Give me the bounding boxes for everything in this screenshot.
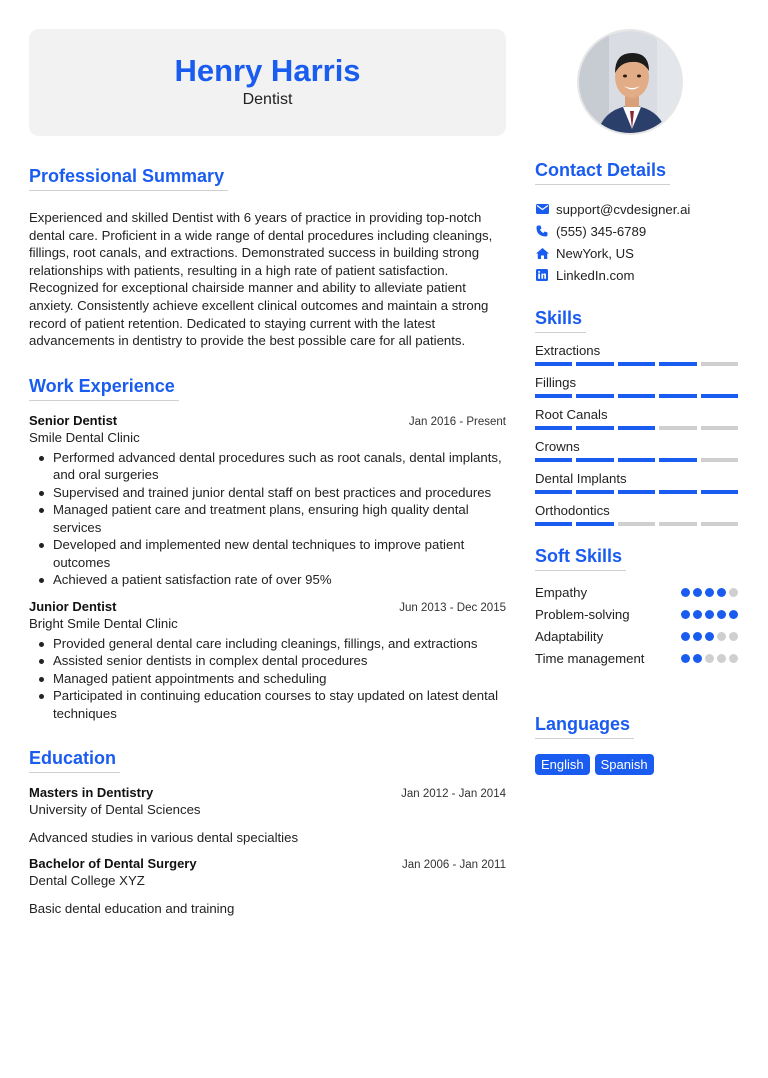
job-company: Smile Dental Clinic	[29, 429, 140, 445]
skill-item	[535, 407, 738, 430]
contact-email-text: support@cvdesigner.ai	[556, 201, 691, 217]
skill-name: Fillings	[535, 375, 577, 390]
soft-skill-name: Empathy	[535, 584, 588, 600]
linkedin-icon	[535, 268, 549, 282]
skill-name: Root Canals	[535, 407, 608, 422]
profile-photo	[577, 29, 683, 135]
education-degree: Masters in Dentistry	[29, 785, 154, 801]
skill-segment-filled	[618, 362, 655, 366]
rating-dot-filled	[681, 610, 690, 619]
sidebar-column	[535, 29, 738, 775]
skill-segment-filled	[659, 458, 696, 462]
job-date: Jan 2016 - Present	[408, 415, 506, 428]
phone-icon	[535, 224, 549, 238]
rating-dot-filled	[705, 610, 714, 619]
skill-segment-empty	[618, 522, 655, 526]
rating-dot-empty	[717, 632, 726, 641]
candidate-name: Henry Harris	[174, 53, 361, 88]
skill-segment-filled	[535, 426, 572, 430]
soft-skill-rating	[681, 654, 738, 663]
skill-segment-filled	[701, 490, 738, 494]
skills-title: Skills	[535, 308, 586, 333]
skill-segment-filled	[659, 490, 696, 494]
skill-segment-filled	[535, 490, 572, 494]
skill-segment-filled	[576, 490, 613, 494]
skill-segment-filled	[659, 362, 696, 366]
experience-section	[29, 376, 506, 723]
soft-skills-title: Soft Skills	[535, 546, 626, 571]
soft-skill-item	[535, 647, 738, 669]
rating-dot-filled	[693, 632, 702, 641]
skill-segment-empty	[701, 362, 738, 366]
skill-segment-filled	[535, 394, 572, 398]
contact-phone-text: (555) 345-6789	[556, 223, 647, 239]
soft-skill-rating	[681, 588, 738, 597]
skill-segment-filled	[576, 394, 613, 398]
skill-segment-filled	[618, 490, 655, 494]
education-date: Jan 2012 - Jan 2014	[401, 788, 506, 801]
skill-segment-filled	[701, 394, 738, 398]
rating-dot-empty	[729, 654, 738, 663]
rating-dot-filled	[681, 632, 690, 641]
rating-dot-filled	[693, 654, 702, 663]
languages-title: Languages	[535, 714, 634, 739]
skill-segment-empty	[659, 426, 696, 430]
skill-item	[535, 375, 738, 398]
skill-item	[535, 503, 738, 526]
experience-title: Work Experience	[29, 376, 179, 401]
skills-section	[535, 308, 738, 526]
education-desc: Basic dental education and training	[29, 901, 235, 917]
job-bullet: Provided general dental care including cleanings, fillings, and extractions	[29, 635, 506, 653]
skill-name: Crowns	[535, 439, 580, 454]
skill-segment-filled	[576, 362, 613, 366]
job-bullet: Assisted senior dentists in complex dental procedures	[29, 652, 506, 670]
skill-segment-empty	[701, 426, 738, 430]
contact-location	[535, 242, 738, 264]
languages-section	[535, 714, 738, 775]
skill-name: Dental Implants	[535, 471, 627, 486]
skill-name: Extractions	[535, 343, 601, 358]
rating-dot-empty	[717, 654, 726, 663]
language-badge: English	[535, 754, 590, 775]
soft-skill-item	[535, 581, 738, 603]
skill-segment-filled	[618, 458, 655, 462]
skill-segment-empty	[701, 522, 738, 526]
rating-dot-empty	[705, 654, 714, 663]
skill-item	[535, 439, 738, 462]
skill-segment-filled	[576, 522, 613, 526]
job-bullets	[29, 449, 506, 589]
skill-level-bar	[535, 490, 738, 494]
skill-item	[535, 343, 738, 366]
skill-segment-filled	[576, 458, 613, 462]
rating-dot-empty	[729, 588, 738, 597]
skill-level-bar	[535, 426, 738, 430]
soft-skill-rating	[681, 632, 738, 641]
contact-email[interactable]	[535, 198, 738, 220]
contact-linkedin[interactable]	[535, 264, 738, 286]
rating-dot-filled	[693, 610, 702, 619]
skill-level-bar	[535, 362, 738, 366]
soft-skills-section	[535, 546, 738, 669]
rating-dot-filled	[717, 588, 726, 597]
language-badge: Spanish	[595, 754, 654, 775]
soft-skill-name: Time management	[535, 650, 645, 666]
education-section	[29, 748, 506, 916]
soft-skill-rating	[681, 610, 738, 619]
contact-title: Contact Details	[535, 160, 670, 185]
rating-dot-filled	[717, 610, 726, 619]
skill-item	[535, 471, 738, 494]
job-bullet: Managed patient care and treatment plans, ensuring high quality dental services	[29, 501, 506, 536]
education-entry	[29, 856, 506, 916]
summary-title: Professional Summary	[29, 166, 228, 191]
skill-segment-filled	[535, 362, 572, 366]
job-bullet: Developed and implemented new dental techniques to improve patient outcomes	[29, 536, 506, 571]
job-bullet: Supervised and trained junior dental staff on best practices and procedures	[29, 484, 506, 502]
profile-photo-illustration	[579, 31, 683, 135]
contact-phone[interactable]	[535, 220, 738, 242]
job-bullet: Participated in continuing education courses to stay updated on latest dental techniques	[29, 687, 506, 722]
soft-skill-name: Adaptability	[535, 628, 604, 644]
job-bullet: Achieved a patient satisfaction rate of over 95%	[29, 571, 506, 589]
rating-dot-filled	[705, 588, 714, 597]
header-box	[29, 29, 506, 136]
soft-skill-item	[535, 603, 738, 625]
soft-skill-name: Problem-solving	[535, 606, 630, 622]
education-school: University of Dental Sciences	[29, 802, 201, 818]
education-desc: Advanced studies in various dental specialties	[29, 830, 299, 846]
job-title: Senior Dentist	[29, 412, 118, 428]
skill-level-bar	[535, 522, 738, 526]
job-entry	[29, 599, 506, 723]
contact-location-text: NewYork, US	[556, 245, 634, 261]
rating-dot-filled	[729, 610, 738, 619]
education-school: Dental College XYZ	[29, 873, 145, 889]
job-bullets	[29, 635, 506, 723]
skill-level-bar	[535, 458, 738, 462]
home-icon	[535, 246, 549, 260]
skill-segment-filled	[659, 394, 696, 398]
job-bullet: Managed patient appointments and scheduling	[29, 670, 506, 688]
skill-segment-filled	[576, 426, 613, 430]
contact-linkedin-text: LinkedIn.com	[556, 267, 635, 283]
education-entry	[29, 785, 506, 845]
skill-segment-filled	[618, 426, 655, 430]
skill-segment-filled	[618, 394, 655, 398]
rating-dot-filled	[681, 588, 690, 597]
job-entry	[29, 413, 506, 589]
rating-dot-filled	[705, 632, 714, 641]
skill-segment-filled	[535, 522, 572, 526]
rating-dot-empty	[729, 632, 738, 641]
main-column	[29, 29, 506, 916]
skill-level-bar	[535, 394, 738, 398]
summary-text: Experienced and skilled Dentist with 6 years of practice in providing top-notch dental care. Proficient in a wide range of dental procedures including cleanings, fillings, root canals, and extractions. Demonstrated success in building strong relationships with patients, resulting in a high rate of patient satisfaction. Recognized for exceptional chairside manner and ability to alleviate patient anxiety. Consistently achieve excellent clinical outcomes and maintain a strong record of patient retention. Dedicated to staying current with the latest advancements in dentistry to provide the best possible care for all patients.	[29, 210, 493, 349]
rating-dot-filled	[693, 588, 702, 597]
education-date: Jan 2006 - Jan 2011	[401, 859, 506, 872]
skill-name: Orthodontics	[535, 503, 610, 518]
summary-section	[29, 166, 506, 350]
education-title: Education	[29, 748, 120, 773]
job-title: Junior Dentist	[29, 598, 117, 614]
job-bullet: Performed advanced dental procedures such as root canals, dental implants, and oral surgeries	[29, 449, 506, 484]
envelope-icon	[535, 202, 549, 216]
skill-segment-filled	[535, 458, 572, 462]
skill-segment-empty	[701, 458, 738, 462]
soft-skill-item	[535, 625, 738, 647]
rating-dot-filled	[681, 654, 690, 663]
job-company: Bright Smile Dental Clinic	[29, 615, 178, 631]
contact-section	[535, 160, 738, 286]
job-date: Jun 2013 - Dec 2015	[399, 601, 506, 614]
skill-segment-empty	[659, 522, 696, 526]
education-degree: Bachelor of Dental Surgery	[29, 856, 197, 872]
candidate-role: Dentist	[242, 91, 293, 108]
